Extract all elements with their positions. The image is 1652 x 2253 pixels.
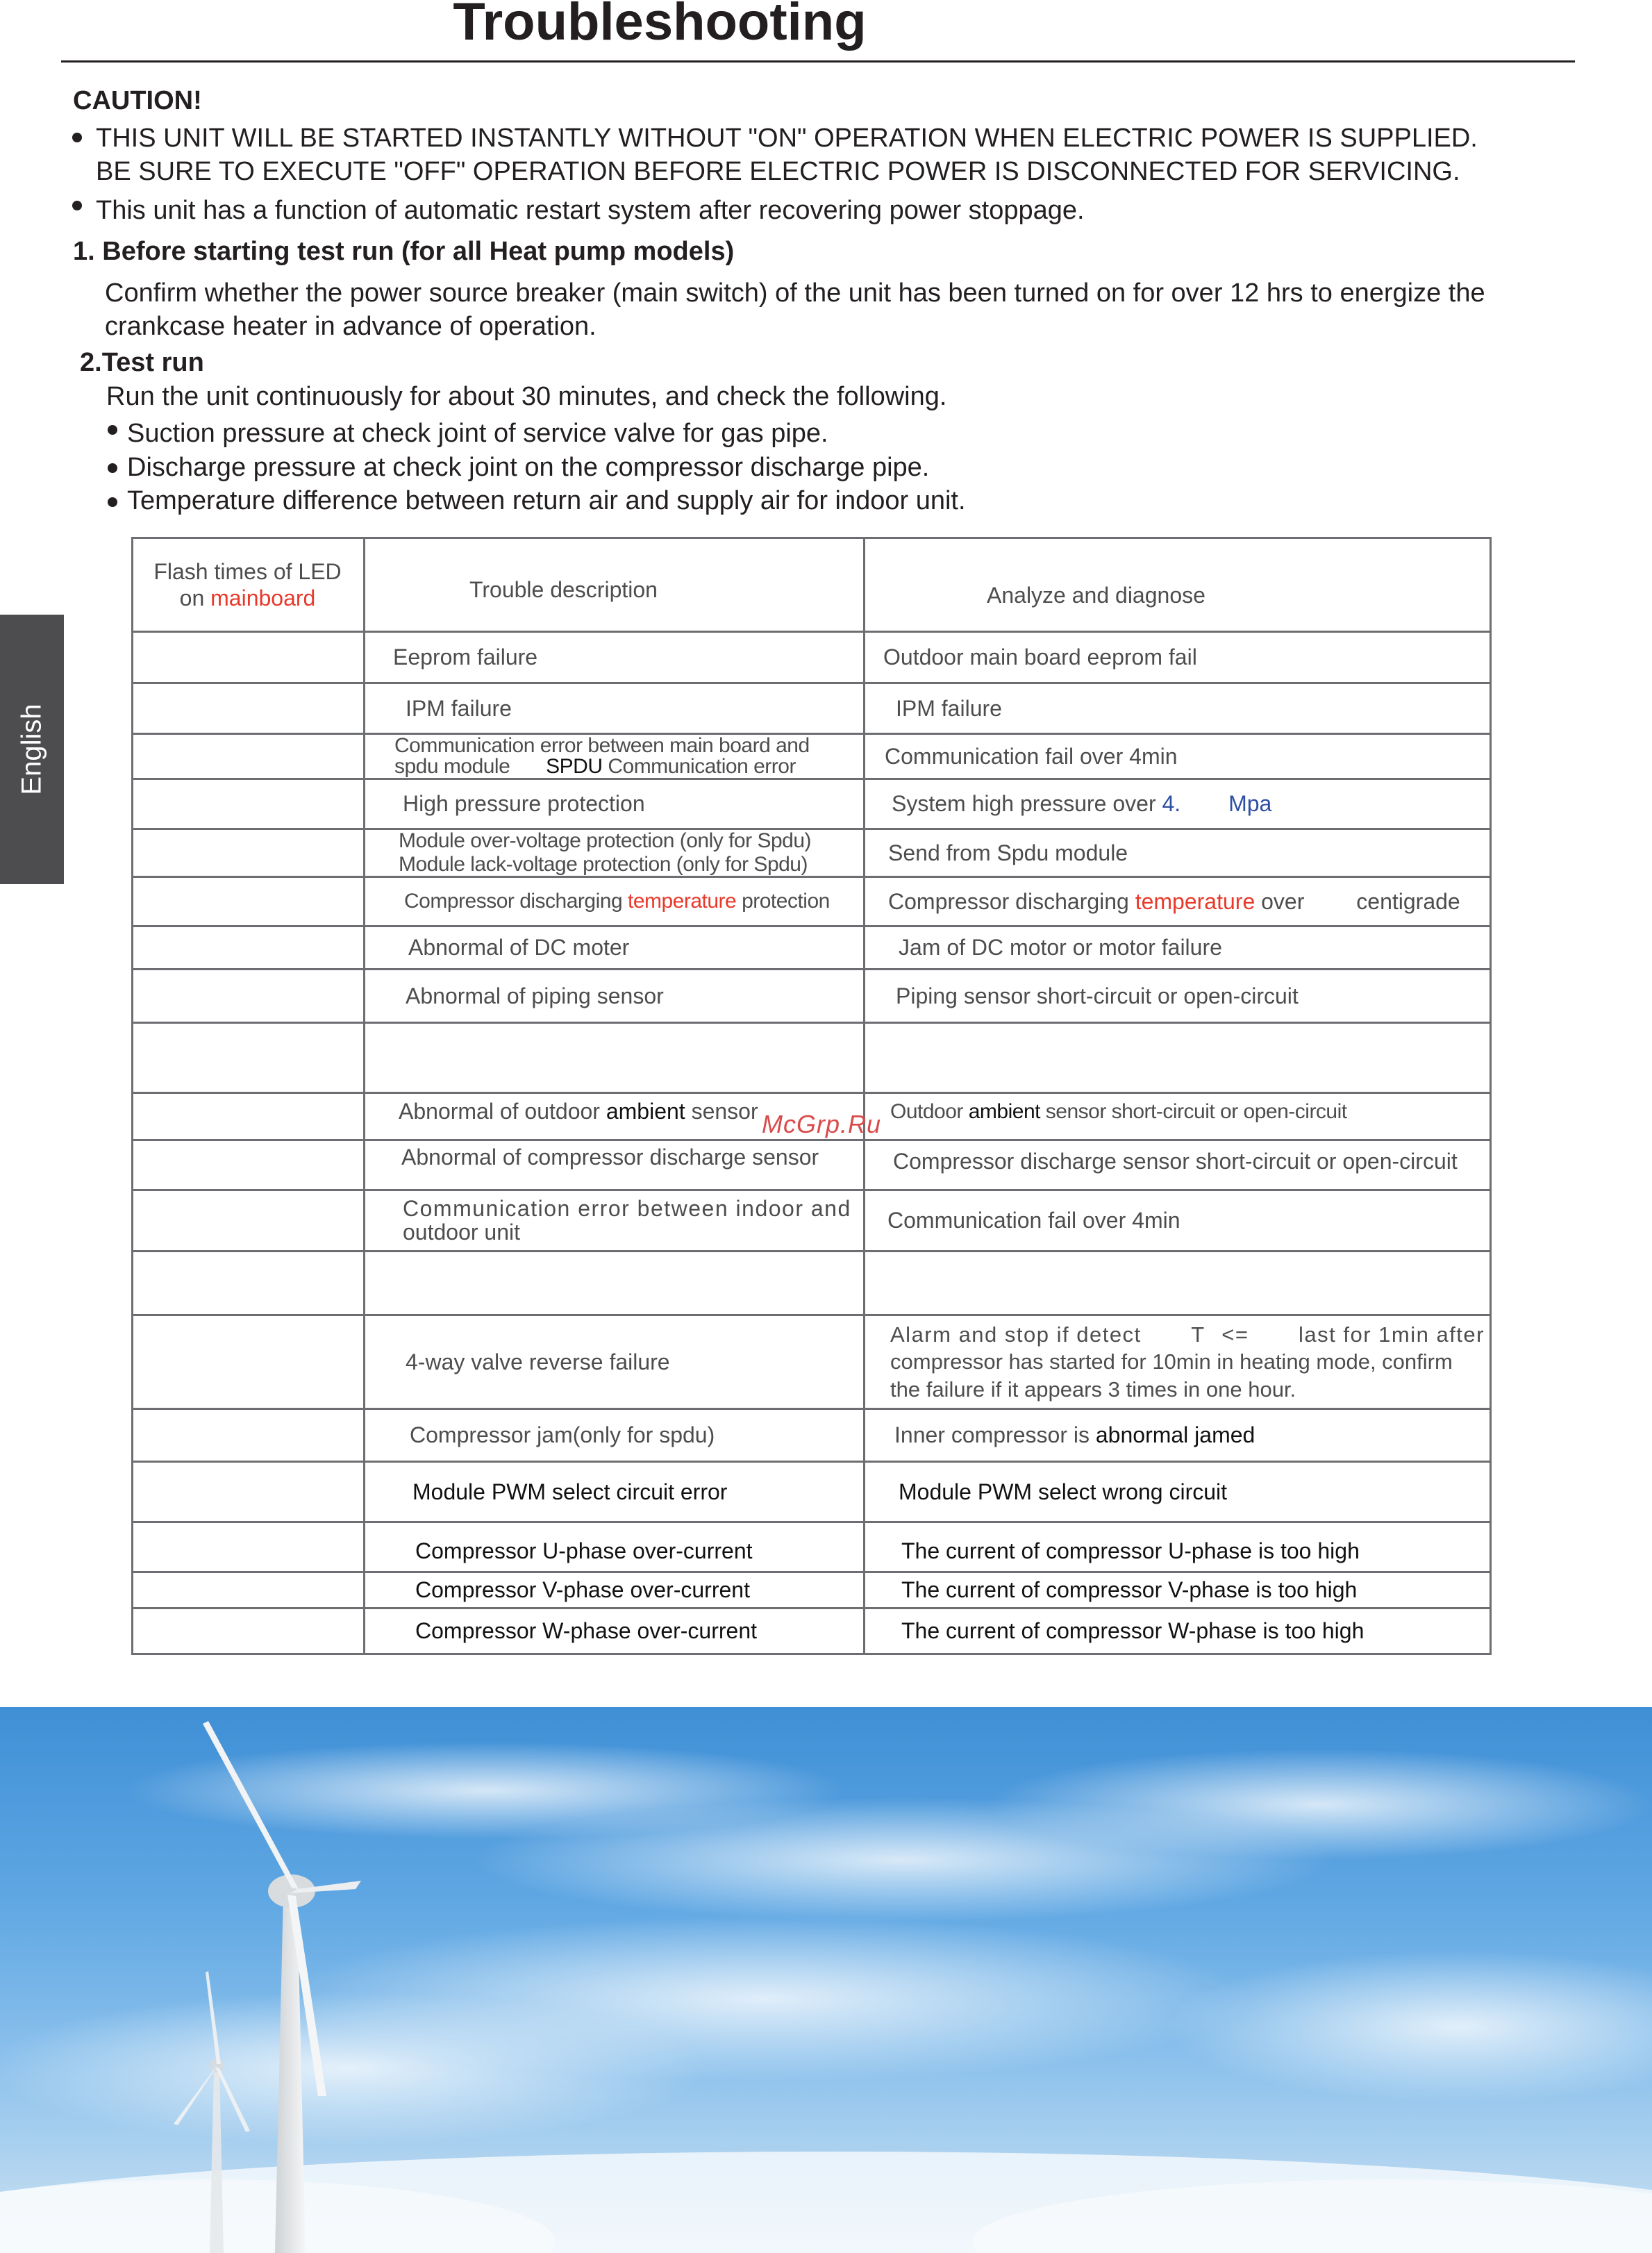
diagnose-line-1-end: last for 1min after: [1299, 1322, 1485, 1347]
trouble-cell: Compressor jam(only for spdu): [410, 1422, 715, 1448]
diagnose-cell: [864, 878, 1492, 925]
trouble-cell: High pressure protection: [403, 791, 645, 817]
trouble-cell: Abnormal of DC moter: [408, 935, 630, 961]
table-row: [131, 1250, 1492, 1314]
table-row: [131, 1521, 1492, 1571]
diagnose-cell: The current of compressor W-phase is too high: [901, 1618, 1365, 1644]
bullet-icon: [108, 425, 117, 435]
flash-times-cell: [131, 684, 364, 733]
flash-times-cell: [131, 1573, 364, 1607]
trouble-line-1: Communication error between indoor and: [403, 1195, 851, 1221]
caution-heading: CAUTION!: [73, 86, 202, 115]
watermark: McGrp.Ru: [762, 1110, 882, 1138]
section-1-heading: 1. Before starting test run (for all Heat pump models): [73, 237, 735, 266]
diagnose-cell: Jam of DC motor or motor failure: [899, 935, 1222, 961]
wind-turbine-photo: [0, 1707, 1652, 2253]
ambient-label: ambient: [606, 1099, 685, 1124]
diagnose-cell: [864, 780, 1492, 828]
diagnose-cell: Communication fail over 4min: [887, 1208, 1180, 1233]
trouble-cell: [364, 1024, 864, 1092]
table-row: [131, 733, 1492, 778]
header-mainboard-highlight: mainboard: [210, 585, 316, 610]
diagnose-text: Outdoor: [890, 1100, 969, 1123]
spdu-label: SPDU: [546, 755, 603, 778]
pressure-unit: Mpa: [1228, 791, 1272, 817]
trouble-cell: [364, 735, 864, 778]
table-row: [131, 682, 1492, 733]
trouble-line-2-suffix: Communication error: [608, 755, 796, 778]
trouble-text: Abnormal of outdoor: [399, 1099, 606, 1124]
diagnose-text-suffix: sensor short-circuit or open-circuit: [1040, 1100, 1347, 1123]
table-row: [131, 1607, 1492, 1655]
diagnose-cell: Module PWM select wrong circuit: [899, 1479, 1228, 1504]
flash-times-cell: [131, 1410, 364, 1461]
bullet-icon: [72, 201, 82, 210]
trouble-cell: [364, 830, 864, 876]
diagnose-text-over: over: [1255, 888, 1305, 914]
diagnose-highlight: abnormal jamed: [1095, 1422, 1255, 1448]
trouble-line-1: Communication error between main board and: [394, 734, 810, 757]
trouble-line-1: Module over-voltage protection (only for Spdu): [399, 829, 811, 853]
flash-times-cell: [131, 735, 364, 778]
flash-times-cell: [131, 1094, 364, 1139]
flash-times-cell: [131, 633, 364, 682]
diagnose-cell: The current of compressor U-phase is too high: [901, 1538, 1360, 1563]
trouble-cell: [364, 1252, 864, 1314]
trouble-cell: Abnormal of piping sensor: [406, 983, 664, 1008]
diagnose-unit: centigrade: [1356, 888, 1460, 914]
diagnose-cell: Send from Spdu module: [888, 840, 1128, 865]
trouble-cell: [364, 878, 864, 925]
diagnose-line-1-condition: T <=: [1191, 1322, 1249, 1347]
section-1-line-2: crankcase heater in advance of operation.: [105, 312, 596, 341]
flash-times-cell: [131, 970, 364, 1022]
language-tab-label: English: [16, 704, 47, 795]
bullet-icon: [108, 497, 117, 507]
diagnose-line-1-start: Alarm and stop if detect: [890, 1322, 1142, 1347]
diagnose-line-3: the failure if it appears 3 times in one hour.: [890, 1377, 1296, 1402]
diagnose-text: System high pressure over: [892, 791, 1162, 817]
diagnose-cell: Piping sensor short-circuit or open-circuit: [896, 983, 1299, 1008]
table-row: [131, 828, 1492, 876]
caution-bullet-1-line-2: BE SURE TO EXECUTE "OFF" OPERATION BEFORE ELECTRIC POWER IS DISCONNECTED FOR SERVICING.: [96, 157, 1460, 186]
trouble-line-2: Module lack-voltage protection (only for Spdu): [399, 853, 808, 876]
trouble-cell: Module PWM select circuit error: [412, 1479, 728, 1504]
section-1-line-1: Confirm whether the power source breaker (main switch) of the unit has been turned on for over 12 hrs to energize the: [105, 278, 1485, 308]
table-row: [131, 876, 1492, 925]
header-flash-times: [131, 539, 364, 631]
diagnose-cell: [864, 1094, 1492, 1139]
flash-times-cell: [131, 1252, 364, 1314]
table-row: [131, 631, 1492, 682]
diagnose-cell: Outdoor main board eeprom fail: [883, 645, 1197, 670]
flash-times-cell: [131, 1024, 364, 1092]
flash-times-cell: [131, 1523, 364, 1571]
trouble-text-suffix: sensor: [685, 1099, 758, 1124]
table-row: [131, 1189, 1492, 1250]
table-row: [131, 1139, 1492, 1189]
diagnose-cell: [864, 1024, 1492, 1092]
diagnose-cell: The current of compressor V-phase is too high: [901, 1577, 1358, 1603]
flash-times-cell: [131, 1316, 364, 1408]
caution-bullet-1-line-1: THIS UNIT WILL BE STARTED INSTANTLY WITHOUT "ON" OPERATION WHEN ELECTRIC POWER IS SUPPLIED.: [96, 124, 1478, 153]
trouble-text: Compressor discharging: [404, 890, 628, 913]
diagnose-cell: Compressor discharge sensor short-circuit or open-circuit: [893, 1149, 1458, 1174]
diagnose-text: Inner compressor is: [894, 1422, 1096, 1448]
trouble-line-2: outdoor unit: [403, 1219, 521, 1245]
caution-bullet-2: This unit has a function of automatic restart system after recovering power stoppage.: [96, 196, 1085, 225]
table-row: [131, 925, 1492, 968]
table-row: [131, 1314, 1492, 1408]
diagnose-cell: Communication fail over 4min: [885, 743, 1178, 769]
table-row: [131, 968, 1492, 1022]
flash-times-cell: [131, 780, 364, 828]
flash-times-cell: [131, 878, 364, 925]
header-flash-times-line-1: Flash times of LED: [153, 558, 342, 584]
check-item: Temperature difference between return air and supply air for indoor unit.: [127, 486, 966, 515]
check-item: Discharge pressure at check joint on the compressor discharge pipe.: [127, 453, 930, 482]
trouble-cell: Abnormal of compressor discharge sensor: [401, 1145, 819, 1170]
trouble-cell: IPM failure: [406, 695, 512, 721]
table-row: [131, 1571, 1492, 1607]
table-row: [131, 1408, 1492, 1461]
flash-times-cell: [131, 1463, 364, 1521]
check-item: Suction pressure at check joint of service valve for gas pipe.: [127, 419, 828, 448]
clouds: [0, 1742, 1652, 2253]
trouble-cell: Compressor W-phase over-current: [415, 1618, 758, 1644]
pressure-value: 4.: [1162, 791, 1181, 817]
trouble-cell: Compressor V-phase over-current: [415, 1577, 750, 1603]
header-trouble-description: Trouble description: [469, 577, 658, 602]
table-row: [131, 1022, 1492, 1092]
section-2-intro: Run the unit continuously for about 30 minutes, and check the following.: [106, 382, 947, 411]
diagnose-text: Compressor discharging: [888, 888, 1135, 914]
temperature-highlight: temperature: [627, 890, 737, 913]
page-title: Troubleshooting: [453, 0, 867, 51]
diagnose-cell: [864, 1316, 1492, 1408]
diagnose-line-2: compressor has started for 10min in heating mode, confirm: [890, 1349, 1453, 1374]
trouble-cell: [364, 1191, 864, 1250]
flash-times-cell: [131, 1609, 364, 1653]
trouble-cell: 4-way valve reverse failure: [406, 1349, 670, 1374]
flash-times-cell: [131, 1191, 364, 1250]
diagnose-cell: [864, 1410, 1492, 1461]
section-2-heading: 2.Test run: [80, 348, 204, 377]
flash-times-cell: [131, 830, 364, 876]
table-row: [131, 1461, 1492, 1521]
bullet-icon: [72, 133, 82, 142]
bullet-icon: [108, 463, 117, 473]
header-analyze-diagnose: Analyze and diagnose: [987, 583, 1205, 608]
flash-times-cell: [131, 927, 364, 968]
ambient-label: ambient: [968, 1100, 1040, 1123]
title-divider: [61, 60, 1575, 63]
header-flash-times-prefix: on: [179, 585, 211, 610]
temperature-highlight: temperature: [1135, 888, 1255, 914]
table-row: [131, 778, 1492, 828]
trouble-line-2: spdu module: [394, 755, 510, 778]
language-tab: [0, 615, 64, 884]
trouble-text-suffix: protection: [736, 890, 830, 913]
trouble-cell: Eeprom failure: [393, 645, 538, 670]
table-header-row: [131, 537, 1492, 631]
sky-illustration: [0, 1707, 1652, 2253]
trouble-cell: Compressor U-phase over-current: [415, 1538, 753, 1563]
troubleshooting-table: [131, 537, 1492, 1655]
flash-times-cell: [131, 1141, 364, 1189]
diagnose-cell: [864, 1252, 1492, 1314]
diagnose-cell: IPM failure: [896, 695, 1002, 721]
